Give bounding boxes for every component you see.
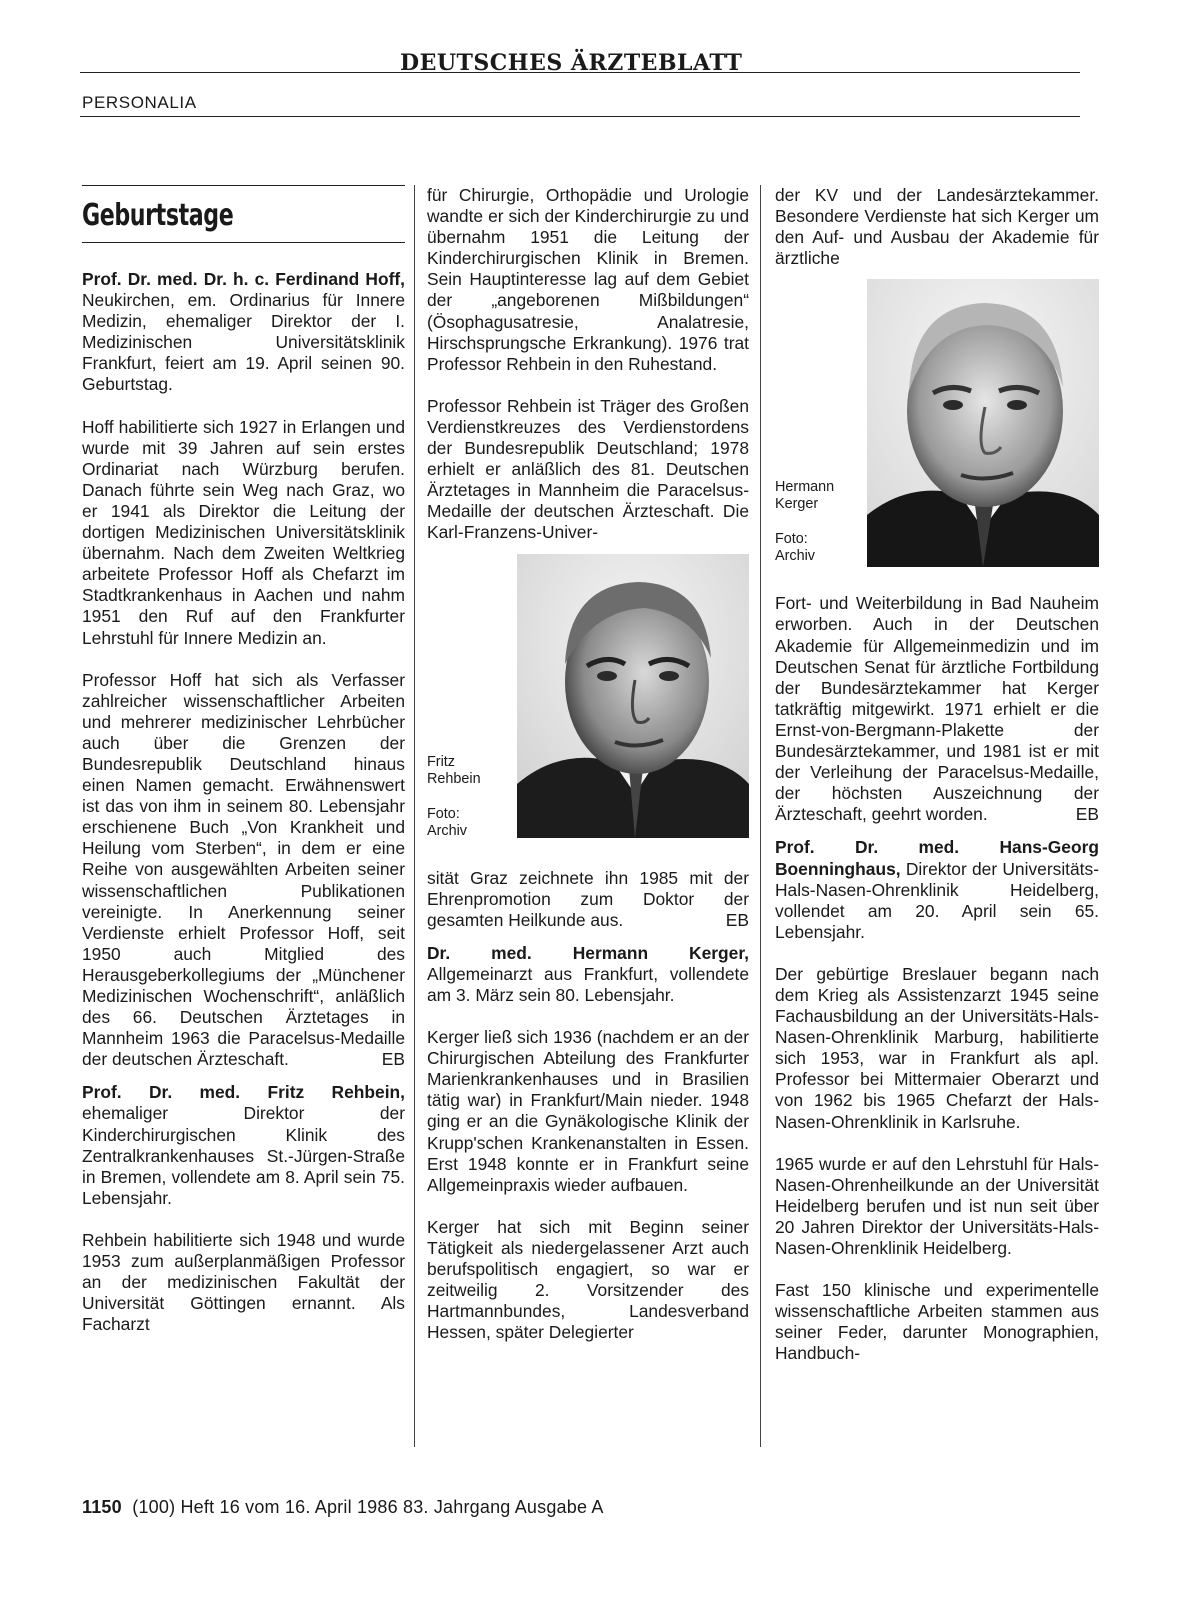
paragraph-text: Direktor der Universitäts-Hals-Nasen-Ohrenklinik Heidelberg, vollendet am 20. April sein 65. Lebensjahr. <box>775 858 1099 942</box>
page-footer <box>82 1497 604 1518</box>
paragraph <box>82 670 405 1071</box>
paragraph <box>82 1082 405 1209</box>
journal-title: DEUTSCHES ÄRZTEBLATT <box>400 50 743 76</box>
section-rule <box>80 116 1080 117</box>
heading-rule-bottom <box>82 242 405 243</box>
paragraph: Kerger ließ sich 1936 (nachdem er an der Chirurgischen Abteilung des Frankfurter Marienkrankenhauses und in Brasilien tätig war) in Frankfurt/Main nieder. 1948 ging er an die Gynäkologische Klinik der Krupp'schen Krankenanstalten in Essen. Erst 1948 konnte er in Frankfurt seine Allgemeinpraxis wieder aufbauen. <box>427 1027 749 1195</box>
photo-caption-credit: Foto: Archiv <box>427 805 467 839</box>
paragraph: für Chirurgie, Orthopädie und Urologie wandte er sich der Kinderchirurgie zu und übernahm 1951 die Leitung der Kinderchirurgischen Klinik in Bremen. Sein Hauptinteresse lag auf dem Gebiet der „angeborenen Mißbildungen“ (Ösophagusatresie, Analatresie, Hirschsprungsche Erkrankung). 1976 trat Professor Rehbein in den Ruhestand. <box>427 185 749 374</box>
portrait-photo-rehbein <box>517 554 749 838</box>
photo-caption-credit: Foto: Archiv <box>775 531 815 565</box>
paragraph: der KV und der Landesärztekammer. Besondere Verdienste hat sich Kerger um den Auf- und Ausbau der Akademie für ärztliche <box>775 185 1099 269</box>
heading-rule-top <box>82 185 405 186</box>
masthead-rule <box>80 72 1080 73</box>
paragraph: Hoff habilitierte sich 1927 in Erlangen und wurde mit 39 Jahren auf sein erstes Ordinariat nach Würzburg berufen. Danach führte sein Weg nach Graz, wo er 1941 als Direktor die Leitung der dortigen Medizinischen Universitätsklinik übernahm. Nach dem Zweiten Weltkrieg arbeitete Professor Hoff als Chefarzt im Stadtkrankenhaus in Aachen und nahm 1951 den Ruf auf den Frankfurter Lehrstuhl für Innere Medizin an. <box>82 416 405 648</box>
paragraph: 1965 wurde er auf den Lehrstuhl für Hals-Nasen-Ohrenheilkunde an der Universität Heidelberg berufen und ist nun seit über 20 Jahren Direktor der Universitäts-Hals-Nasen-Ohrenklinik Heidelberg. <box>775 1153 1099 1258</box>
paragraph <box>427 943 749 1006</box>
paragraph-text: Professor Hoff hat sich als Verfasser zahlreicher wissenschaftlicher Arbeiten und mehrerer medizinischer Lehrbücher auch über die Grenzen der Bundesrepublik Deutschland hinaus einen Namen gemacht. Erwähnenswert ist das von ihm in seinem 80. Lebensjahr erschienene Buch „Von Krankheit und Heilung vom Sterben“, in dem er eine Reihe von ausgewählten Arbeiten seiner wissenschaftlichen Publikationen vereinigte. In Anerkennung seiner Verdienste erhielt Professor Hoff, seit 1950 auch Mitglied des Herausgeberkollegiums der „Münchener Medizinischen Wochenschrift“, anläßlich des 66. Deutschen Ärztetages in Mannheim 1963 die Paracelsus-Medaille der deutschen Ärzteschaft. <box>82 669 405 1070</box>
person-name: Dr. med. Hermann Kerger, <box>427 942 749 963</box>
paragraph-text: Fort- und Weiterbildung in Bad Nauheim erworben. Auch in der Deutschen Akademie für Allgemeinmedizin und im Deutschen Senat für ärztliche Fortbildung der Bundesärztekammer hat Kerger tatkräftig mitgewirkt. 1971 erhielt er die Ernst-von-Bergmann-Plakette der Bundesärztekammer, und 1981 ist er mit der Verleihung der Paracelsus-Medaille, der höchsten Auszeichnung der Ärzteschaft, geehrt worden. <box>775 593 1099 825</box>
paragraph-text: ehemaliger Direktor der Kinderchirurgischen Klinik des Zentralkrankenhauses St.-Jürgen-Straße in Bremen, vollendete am 8. April sein 75. Lebensjahr. <box>82 1103 405 1208</box>
masthead <box>80 50 1080 78</box>
column-2 <box>427 185 749 1364</box>
paragraph <box>775 837 1099 942</box>
page-number: 1150 <box>82 1497 122 1517</box>
paragraph: Kerger hat sich mit Beginn seiner Tätigkeit als niedergelassener Arzt auch berufspolitisch engagiert, so war er zeitweilig 2. Vorsitzender des Hartmannbundes, Landesverband Hessen, später Delegierter <box>427 1216 749 1343</box>
paragraph: Professor Rehbein ist Träger des Großen Verdienstkreuzes des Verdienstordens der Bundesrepublik Deutschland; 1978 erhielt er anläßlich des 81. Deutschen Ärztetages in Mannheim die Paracelsus-Medaille der deutschen Ärzteschaft. Die Karl-Franzens-Univer- <box>427 395 749 543</box>
person-name: Prof. Dr. med. Dr. h. c. Ferdinand Hoff, <box>82 269 405 289</box>
article-heading: Geburtstage <box>82 198 234 233</box>
column-1 <box>82 185 405 1356</box>
photo-caption-name: Hermann Kerger <box>775 479 835 513</box>
photo-block-kerger <box>775 279 1099 579</box>
paragraph-text: Neukirchen, em. Ordinarius für Innere Medizin, ehemaliger Direktor der I. Medizinischen Universitätsklinik Frankfurt, feiert am 19. April seinen 90. Geburtstag. <box>82 290 405 395</box>
paragraph: Der gebürtige Breslauer begann nach dem Krieg als Assistenzarzt 1945 seine Fachausbildung an der Universitäts-Hals-Nasen-Ohrenklinik Marburg, habilitierte sich 1953, war in Frankfurt als apl. Professor bei Mittermaier Oberarzt und von 1962 bis 1965 Chefarzt der Hals-Nasen-Ohrenklinik in Karlsruhe. <box>775 963 1099 1132</box>
column-3 <box>775 185 1099 1385</box>
person-name: Prof. Dr. med. Hans-Georg Boenninghaus, <box>775 837 1099 879</box>
person-name: Prof. Dr. med. Fritz Rehbein, <box>82 1082 405 1103</box>
paragraph <box>82 269 405 396</box>
paragraph-text: Allgemeinarzt aus Frankfurt, vollendete am 3. März sein 80. Lebensjahr. <box>427 963 749 1005</box>
issue-info: (100) Heft 16 vom 16. April 1986 83. Jahrgang Ausgabe A <box>132 1497 604 1517</box>
paragraph: Rehbein habilitierte sich 1948 und wurde 1953 zum außerplanmäßigen Professor an der medizinischen Fakultät der Universität Göttingen ernannt. Als Facharzt <box>82 1229 405 1335</box>
column-divider-1 <box>414 185 415 1447</box>
author-signature: EB <box>1075 804 1099 825</box>
paragraph: Fast 150 klinische und experimentelle wissenschaftliche Arbeiten stammen aus seiner Feder, darunter Monographien, Handbuch- <box>775 1280 1099 1364</box>
author-signature: EB <box>725 909 749 930</box>
column-divider-2 <box>760 185 761 1447</box>
paragraph-text: sität Graz zeichnete ihn 1985 mit der Ehrenpromotion zum Doktor der gesamten Heilkunde aus. <box>427 867 749 930</box>
paragraph <box>427 868 749 931</box>
photo-caption-name: Fritz Rehbein <box>427 753 481 787</box>
author-signature: EB <box>381 1049 405 1070</box>
paragraph <box>775 593 1099 825</box>
section-label: PERSONALIA <box>82 93 197 112</box>
photo-block-rehbein <box>427 554 749 854</box>
portrait-photo-kerger <box>867 279 1099 567</box>
